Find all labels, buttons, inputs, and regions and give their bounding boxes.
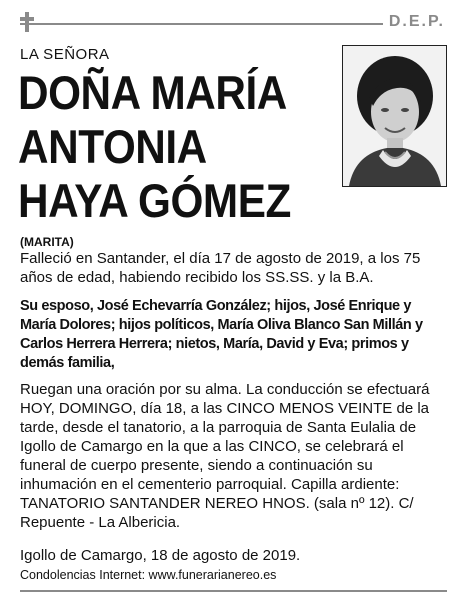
dep-label: D.E.P. [388, 13, 445, 30]
name-line-2: ANTONIA [18, 120, 207, 173]
portrait-photo [342, 45, 447, 187]
name-line-3: HAYA GÓMEZ [18, 174, 291, 227]
condolences-link[interactable]: Condolencias Internet: www.funerarianereo.es [20, 568, 277, 582]
cross-icon [20, 12, 34, 32]
family-members: Su esposo, José Echevarría González; hijos, José Enrique y María Dolores; hijos políticos, María Oliva Blanco San Millán y Carlos Herrera Herrera; nietos, María, David y Eva; primos y demás familia, [20, 298, 423, 371]
nickname: (MARITA) [20, 235, 74, 249]
death-details: Falleció en Santander, el día 17 de agosto de 2019, a los 75 años de edad, habiendo recibido los SS.SS. y la B.A. [20, 250, 421, 286]
place-date: Igollo de Camargo, 18 de agosto de 2019. [20, 547, 301, 564]
service-details: Ruegan una oración por su alma. La conducción se efectuará HOY, DOMINGO, día 18, a las CINCO MENOS VEINTE de la tarde, desde el tanatorio, a la parroquia de Santa Eulalia de Igollo de Camargo en la que a las CINCO, se celebrará el funeral de cuerpo presente, siendo a continuación su inhumación en el cementerio parroquial. Capilla ardiente: TANATORIO SANTANDER NEREO HNOS. (sala nº 12). C/ Repuente - La Albericia. [20, 381, 430, 531]
honorific-prefix: LA SEÑORA [20, 46, 110, 63]
bottom-divider [20, 590, 447, 592]
deceased-name [18, 66, 291, 228]
top-divider [20, 23, 383, 25]
name-line-1: DOÑA MARÍA [18, 66, 287, 119]
